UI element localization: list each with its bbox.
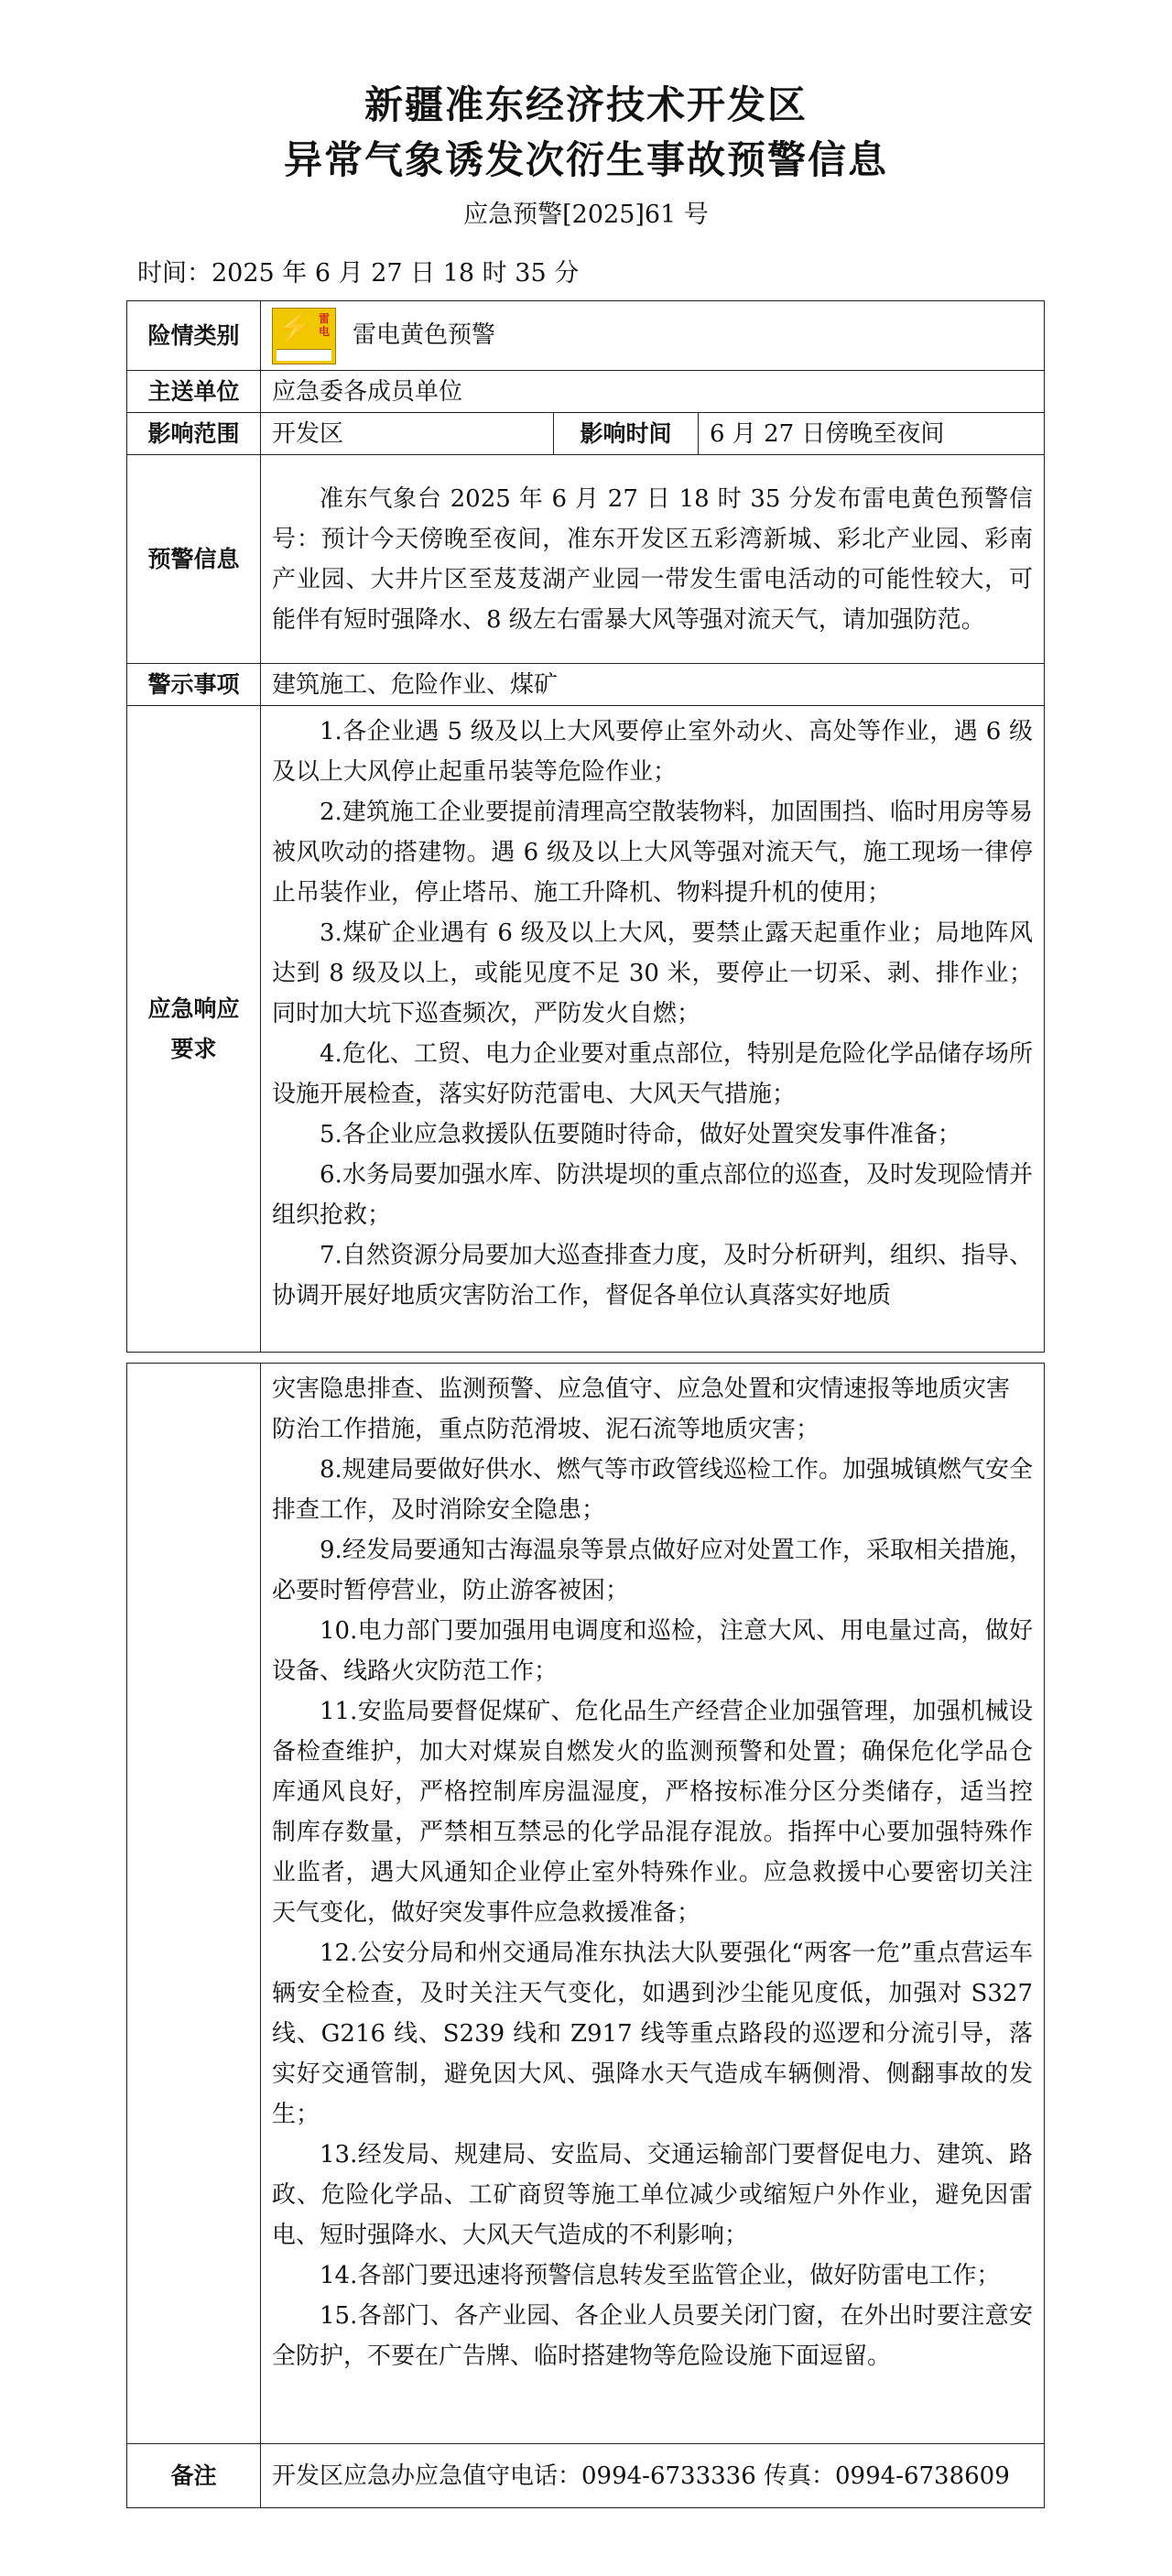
requirement-item: 2.建筑施工企业要提前清理高空散装物料，加固围挡、临时用房等易被风吹动的搭建物。遇 6 级及以上大风等强对流天气，施工现场一律停止吊装作业，停止塔吊、施工升降机、物料提升机的使用；	[272, 799, 1033, 907]
thunder-yellow-warning-icon: ⚡ 雷电	[272, 308, 336, 364]
row-alerts	[127, 664, 1045, 706]
label-host-unit: 主送单位	[127, 371, 261, 413]
requirement-item: 6.水务局要加强水库、防洪堤坝的重点部位的巡查，及时发现险情并组织抢救；	[272, 1161, 1033, 1229]
label-impact-time: 影响时间	[554, 413, 699, 455]
title-line-1: 新疆准东经济技术开发区	[364, 82, 808, 127]
value-danger-type-cell	[261, 301, 1045, 371]
warning-table-page-1	[126, 300, 1045, 1353]
value-host-unit: 应急委各成员单位	[261, 371, 1045, 413]
requirements-list-page-2	[272, 1364, 1033, 2382]
value-alerts: 建筑施工、危险作业、煤矿	[261, 664, 1045, 706]
value-warning-info: 准东气象台 2025 年 6 月 27 日 18 时 35 分发布雷电黄色预警信号：预计今天傍晚至夜间，准东开发区五彩湾新城、彩北产业园、彩南产业园、大井片区至芨芨湖产业园一带发生雷电活动的可能性较大，可能伴有短时强降水、8 级左右雷暴大风等强对流天气，请加强防范。	[272, 484, 1033, 634]
value-scope: 开发区	[261, 413, 554, 455]
requirement-item: 7.自然资源分局要加大巡查排查力度，及时分析研判，组织、指导、协调开展好地质灾害防治工作，督促各单位认真落实好地质	[272, 1242, 1033, 1310]
issue-time: 时间：2025 年 6 月 27 日 18 时 35 分	[137, 259, 580, 288]
row-scope	[127, 413, 1045, 455]
requirement-item-7-continued: 灾害隐患排查、监测预警、应急值守、应急处置和灾情速报等地质灾害防治工作措施，重点防范滑坡、泥石流等地质灾害；	[272, 1375, 1011, 1443]
requirement-item: 10.电力部门要加强用电调度和巡检，注意大风、用电量过高，做好设备、线路火灾防范工作；	[272, 1617, 1033, 1685]
requirement-item: 12.公安分局和州交通局准东执法大队要强化“两客一危”重点营运车辆安全检查，及时关注天气变化，如遇到沙尘能见度低，加强对 S327 线、G216 线、S239 线和 Z917 线等重点路段的巡逻和分流引导，落实好交通管制，避免因大风、强降水天气造成车辆侧滑、侧翻事故的发生；	[272, 1940, 1033, 2128]
row-response-continued	[127, 1364, 1045, 2444]
requirement-item: 13.经发局、规建局、安监局、交通运输部门要督促电力、建筑、路政、危险化学品、工矿商贸等施工单位减少或缩短户外作业，避免因雷电、短时强降水、大风天气造成的不利影响；	[272, 2141, 1033, 2249]
requirement-item: 14.各部门要迅速将预警信息转发至监管企业，做好防雷电工作；	[320, 2262, 1001, 2289]
label-response-line-2: 要求	[170, 1035, 217, 1062]
requirement-item: 15.各部门、各产业园、各企业人员要关闭门窗，在外出时要注意安全防护，不要在广告牌、临时搭建物等危险设施下面逗留。	[272, 2302, 1033, 2370]
label-danger-type: 险情类别	[127, 301, 261, 371]
requirements-list-page-1	[272, 706, 1033, 1321]
value-remarks: 开发区应急办应急值守电话：0994-6733336 传真：0994-6738609	[261, 2444, 1045, 2508]
requirement-item: 9.经发局要通知古海温泉等景点做好应对处置工作，采取相关措施，必要时暂停营业，防止游客被困；	[272, 1537, 1033, 1604]
value-impact-time: 6 月 27 日傍晚至夜间	[699, 413, 1045, 455]
title-line-2: 异常气象诱发次衍生事故预警信息	[283, 137, 888, 182]
requirement-item: 8.规建局要做好供水、燃气等市政管线巡检工作。加强城镇燃气安全排查工作，及时消除安全隐患；	[272, 1456, 1033, 1524]
requirement-item: 5.各企业应急救援队伍要随时待命，做好处置突发事件准备；	[320, 1121, 961, 1148]
requirement-item: 3.煤矿企业遇有 6 级及以上大风，要禁止露天起重作业；局地阵风达到 8 级及以上，或能见度不足 30 米，要停止一切采、剥、排作业；同时加大坑下巡查频次，严防发火自燃；	[272, 919, 1033, 1027]
requirement-item: 11.安监局要督促煤矿、危化品生产经营企业加强管理，加强机械设备检查维护，加大对煤炭自燃发火的监测预警和处置；确保危化学品仓库通风良好，严格控制库房温湿度，严格按标准分区分类储存，适当控制库存数量，严禁相互禁忌的化学品混存混放。指挥中心要加强特殊作业监者，遇大风通知企业停止室外特殊作业。应急救援中心要密切关注天气变化，做好突发事件应急救援准备；	[272, 1698, 1033, 1927]
row-remarks	[127, 2444, 1045, 2508]
warning-table-page-2	[126, 1363, 1045, 2508]
requirement-item: 1.各企业遇 5 级及以上大风要停止室外动火、高处等作业，遇 6 级及以上大风停止起重吊装等危险作业；	[272, 718, 1033, 786]
row-warning-info	[127, 455, 1045, 664]
label-alerts: 警示事项	[127, 664, 261, 706]
label-response-line-1: 应急响应	[147, 995, 240, 1022]
value-danger-type: 雷电黄色预警	[353, 321, 496, 349]
label-warning-info: 预警信息	[127, 455, 261, 664]
label-scope: 影响范围	[127, 413, 261, 455]
label-response	[127, 706, 261, 1353]
row-response	[127, 706, 1045, 1353]
row-danger-type	[127, 301, 1045, 371]
document-number: 应急预警[2025]61 号	[463, 201, 709, 229]
requirement-item: 4.危化、工贸、电力企业要对重点部位，特别是危险化学品储存场所设施开展检查，落实好防范雷电、大风天气措施；	[272, 1040, 1033, 1108]
label-remarks: 备注	[127, 2444, 261, 2508]
row-host-unit	[127, 371, 1045, 413]
